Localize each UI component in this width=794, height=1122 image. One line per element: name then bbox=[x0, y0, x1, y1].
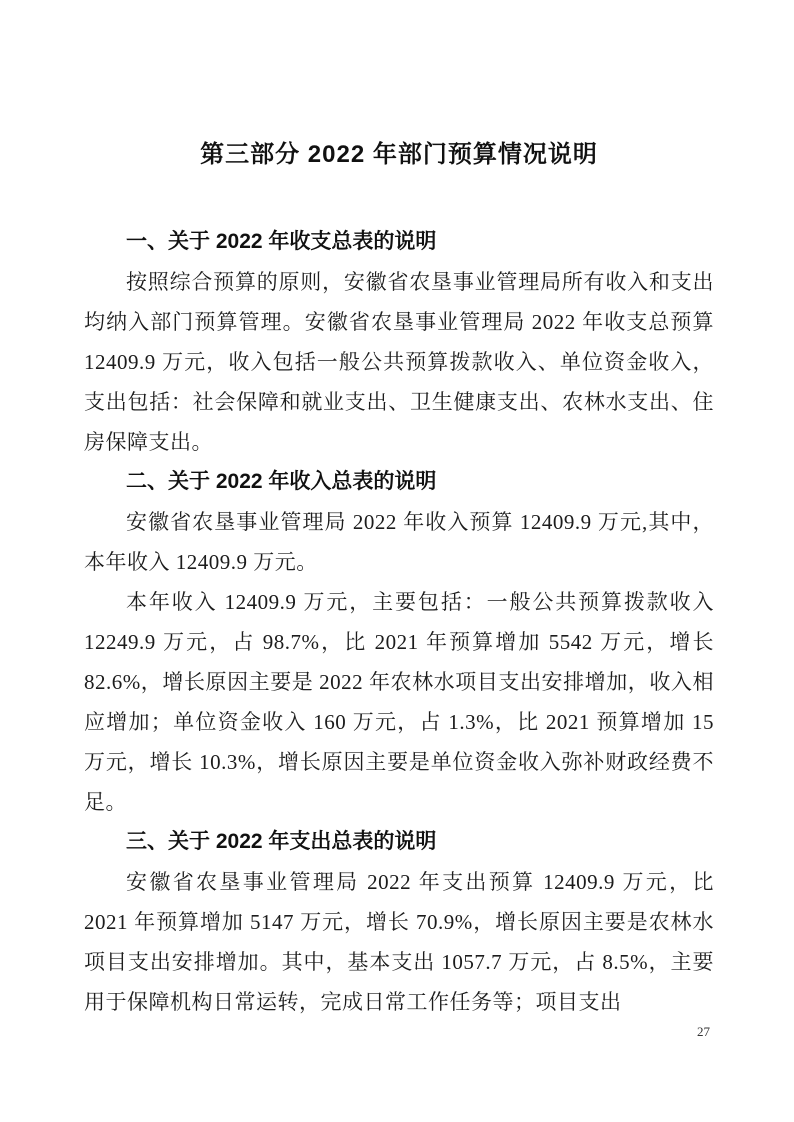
section-expense-overview bbox=[84, 822, 714, 1022]
page-number: 27 bbox=[697, 1024, 710, 1039]
section-income-overview bbox=[84, 462, 714, 822]
paragraph: 安徽省农垦事业管理局 2022 年支出预算 12409.9 万元，比 2021 年预算增加 5147 万元，增长 70.9%，增长原因主要是农林水项目支出安排增加。其中，基本支出 1057.7 万元，占 8.5%，主要用于保障机构日常运转，完成日常工作任务等；项目支出 bbox=[84, 870, 714, 1014]
page-title: 第三部分 2022 年部门预算情况说明 bbox=[200, 141, 598, 168]
section-heading-3: 三、关于 2022 年支出总表的说明 bbox=[126, 830, 437, 853]
section-income-expense-overview bbox=[84, 222, 714, 462]
document-body bbox=[84, 134, 714, 1022]
paragraph: 安徽省农垦事业管理局 2022 年收入预算 12409.9 万元,其中，本年收入 12409.9 万元。 bbox=[84, 510, 714, 574]
section-heading-2: 二、关于 2022 年收入总表的说明 bbox=[126, 470, 437, 493]
section-heading-1: 一、关于 2022 年收支总表的说明 bbox=[126, 230, 437, 253]
paragraph: 按照综合预算的原则，安徽省农垦事业管理局所有收入和支出均纳入部门预算管理。安徽省农垦事业管理局 2022 年收支总预算 12409.9 万元，收入包括一般公共预算拨款收入、单位资金收入，支出包括：社会保障和就业支出、卫生健康支出、农林水支出、住房保障支出。 bbox=[84, 270, 714, 454]
paragraph: 本年收入 12409.9 万元，主要包括：一般公共预算拨款收入 12249.9 万元，占 98.7%，比 2021 年预算增加 5542 万元，增长 82.6%，增长原因主要是 2022 年农林水项目支出安排增加，收入相应增加；单位资金收入 160 万元，占 1.3%，比 2021 预算增加 15 万元，增长 10.3%，增长原因主要是单位资金收入弥补财政经费不足。 bbox=[84, 590, 714, 814]
